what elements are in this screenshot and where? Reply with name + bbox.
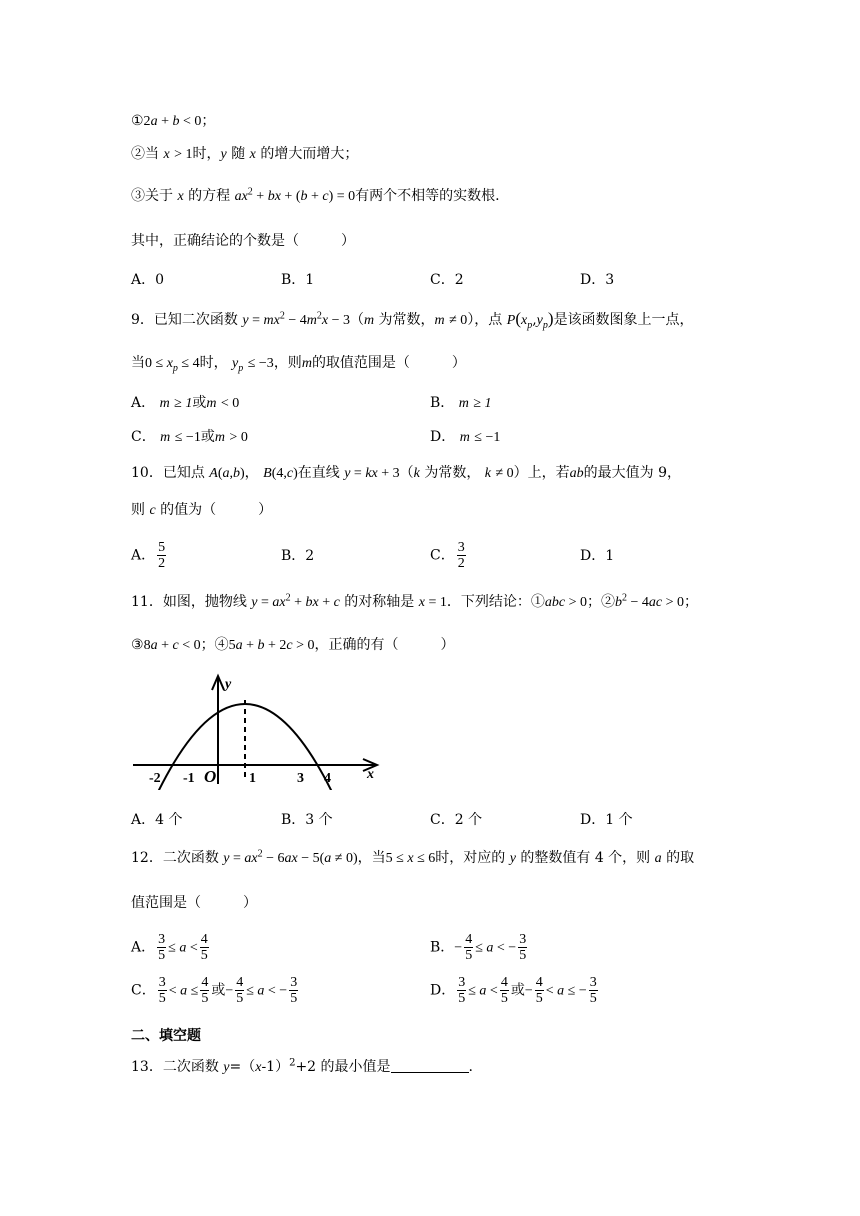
q11-line-1: 11．如图，抛物线 $y = ax^2$ + bx + c 的对称轴是 x = 1．下列结论：①abc > 0；$②b^2 - 4ac > 0$； bbox=[131, 592, 699, 610]
tick-label-4: 4 bbox=[324, 771, 331, 786]
tick-label-neg2: -2 bbox=[149, 771, 161, 786]
q8-option-b: B．1 bbox=[281, 272, 315, 288]
q8-option-c: C．2 bbox=[430, 272, 464, 288]
q12-option-d: D． $\frac{3}{5}$ ≤ a < $\frac{4}{5}$ 或− $\frac{4}{5}$ < a ≤ − $\frac{3}{5}$ bbox=[430, 975, 597, 1006]
q8-question: 其中，正确结论的个数是（ ） bbox=[131, 233, 355, 249]
q10-option-b: B．2 bbox=[281, 548, 315, 564]
q12-line-1: 12．二次函数 $y = ax^2 - 6ax - 5(a \ne 0)$，当5 ≤ x ≤ 6时，对应的 y 的整数值有 4 个，则 a 的取 bbox=[131, 848, 695, 866]
q9-line-2: 当$0 \le x_p \le 4$时， $y_p \le -3$，则m的取值范围是（ ） bbox=[131, 355, 466, 374]
q8-statement-1: ①2a + b < 0； bbox=[131, 113, 216, 129]
q9-option-c: C． m ≤ −1或m > 0 bbox=[131, 429, 248, 445]
q12-option-b: B．− $\frac{4}{5}$ ≤ a < − $\frac{3}{5}$ bbox=[430, 932, 527, 963]
q13-line: 13．二次函数 $y=(x-1)^2+2$ 的最小值是 . bbox=[131, 1057, 473, 1075]
q10-line-1: 10．已知点 A(a,b)， B(4,c)在直线 y = kx + 3（k 为常数， k ≠ 0）上，若ab的最大值为 9， bbox=[131, 465, 682, 481]
q8-option-a: A．0 bbox=[131, 272, 165, 288]
origin-label: O bbox=[204, 767, 217, 786]
q11-option-c: C．2 个 bbox=[430, 812, 483, 828]
q11-option-b: B．3 个 bbox=[281, 812, 333, 828]
q9-option-b: B． m ≥ 1 bbox=[430, 395, 492, 411]
tick-label-3: 3 bbox=[297, 771, 304, 786]
q9-option-a: A． m ≥ 1或m < 0 bbox=[131, 395, 240, 411]
q8-statement-3: ③关于 x 的方程 $ax^2$ + bx + (b + c) = 0有两个不相等的实数根. bbox=[131, 186, 500, 204]
q10-line-2: 则 c 的值为（ ） bbox=[131, 502, 273, 518]
q11-line-2: ③8a + c < 0；④5a + b + 2c > 0，正确的有（ ） bbox=[131, 637, 455, 653]
x-axis-label: x bbox=[367, 767, 374, 782]
q12-option-a: A． $\frac{3}{5}$ ≤ a < $\frac{4}{5}$ bbox=[131, 932, 208, 963]
y-axis-label: y bbox=[225, 677, 232, 692]
q9-option-d: D． m ≤ −1 bbox=[430, 429, 501, 445]
q12-line-2: 值范围是（ ） bbox=[131, 895, 257, 911]
q10-option-c: C． $\frac{3}{2}$ bbox=[430, 540, 465, 571]
parabola-graph bbox=[131, 672, 391, 790]
q10-option-d: D．1 bbox=[580, 548, 615, 564]
q10-option-a: A． $\frac{5}{2}$ bbox=[131, 540, 166, 571]
q8-statement-2: ②当 x > 1时，y 随 x 的增大而增大； bbox=[131, 146, 359, 162]
answer-blank[interactable] bbox=[391, 1058, 469, 1073]
q12-option-c: C． $\frac{3}{5}$ < a ≤ $\frac{4}{5}$ 或− $\frac{4}{5}$ ≤ a < − $\frac{3}{5}$ bbox=[131, 975, 298, 1006]
tick-label-neg1: -1 bbox=[183, 771, 195, 786]
section-heading-fill-in: 二、填空题 bbox=[131, 1028, 201, 1044]
q11-option-d: D．1 个 bbox=[580, 812, 633, 828]
tick-label-1: 1 bbox=[249, 771, 256, 786]
q9-line-1: 9．已知二次函数 $y = mx^2 - 4m^2x - 3(m$ 为常数，m ≠ 0），点 $P(x_p,y_p)$是该函数图象上一点， bbox=[131, 309, 694, 331]
q8-option-d: D．3 bbox=[580, 272, 615, 288]
q11-option-a: A．4 个 bbox=[131, 812, 183, 828]
